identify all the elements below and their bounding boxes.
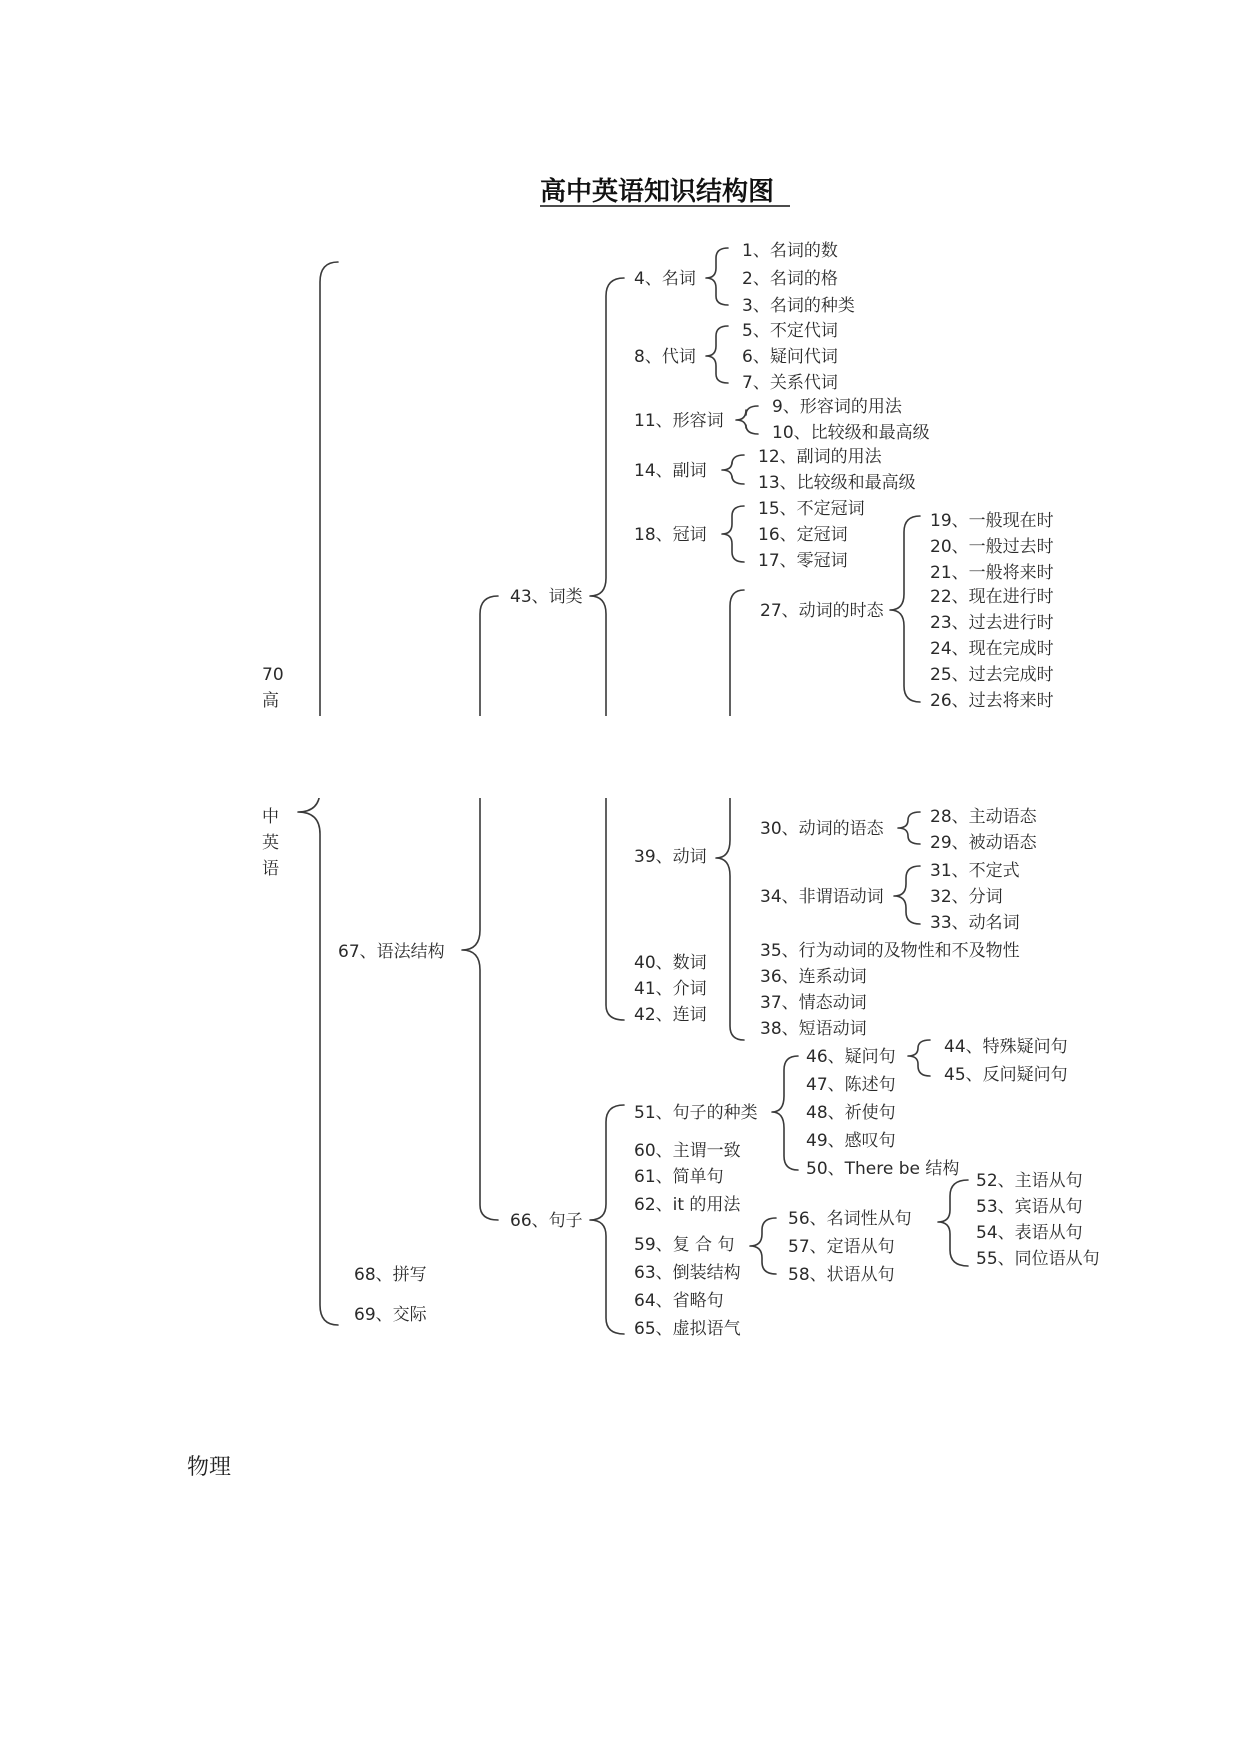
article-item-1: 15、不定冠词 xyxy=(758,499,865,519)
node-spelling: 68、拼写 xyxy=(354,1265,427,1285)
node-agreement: 60、主谓一致 xyxy=(634,1141,741,1161)
scan-gap xyxy=(0,716,1241,798)
nonfinite-item-1: 31、不定式 xyxy=(930,861,1020,881)
node-pronoun: 8、代词 xyxy=(634,347,696,367)
tense-item-4: 22、现在进行时 xyxy=(930,587,1054,607)
node-conjunction: 42、连词 xyxy=(634,1005,707,1025)
kinds-item-1: 47、陈述句 xyxy=(806,1075,896,1095)
voice-item-2: 29、被动语态 xyxy=(930,833,1037,853)
node-adjective: 11、形容词 xyxy=(634,411,724,431)
node-sentence-kinds: 51、句子的种类 xyxy=(634,1103,758,1123)
adverb-item-1: 12、副词的用法 xyxy=(758,447,882,467)
interrogative-item-1: 44、特殊疑问句 xyxy=(944,1037,1068,1057)
verb-other-1: 35、行为动词的及物性和不及物性 xyxy=(760,941,1020,961)
node-subjunctive: 65、虚拟语气 xyxy=(634,1319,741,1339)
brace-article xyxy=(722,506,744,562)
root-char-4: 语 xyxy=(262,859,279,879)
node-numeral: 40、数词 xyxy=(634,953,707,973)
pronoun-item-2: 6、疑问代词 xyxy=(742,347,838,367)
noun-item-1: 1、名词的数 xyxy=(742,241,838,261)
article-item-2: 16、定冠词 xyxy=(758,525,848,545)
brace-sentence-kinds xyxy=(772,1056,798,1170)
nonfinite-item-2: 32、分词 xyxy=(930,887,1003,907)
tense-item-6: 24、现在完成时 xyxy=(930,639,1054,659)
kinds-item-3: 49、感叹句 xyxy=(806,1131,896,1151)
brace-level1 xyxy=(462,596,498,1220)
node-communication: 69、交际 xyxy=(354,1305,427,1325)
root-char-2: 中 xyxy=(262,807,279,827)
node-inversion: 63、倒装结构 xyxy=(634,1263,741,1283)
brace-sentence xyxy=(590,1105,624,1334)
root-char-1: 高 xyxy=(262,691,279,711)
adverb-item-2: 13、比较级和最高级 xyxy=(758,473,916,493)
brace-verb xyxy=(716,590,744,1040)
node-voice: 30、动词的语态 xyxy=(760,819,884,839)
node-sentence: 66、句子 xyxy=(510,1211,583,1231)
verb-other-2: 36、连系动词 xyxy=(760,967,867,987)
adjective-item-1: 9、形容词的用法 xyxy=(772,397,902,417)
brace-adverb xyxy=(722,455,744,484)
node-interrogative: 46、疑问句 xyxy=(806,1047,896,1067)
root-char-3: 英 xyxy=(262,833,279,853)
article-item-3: 17、零冠词 xyxy=(758,551,848,571)
node-noun: 4、名词 xyxy=(634,269,696,289)
node-nonfinite: 34、非谓语动词 xyxy=(760,887,884,907)
brace-nonfinite xyxy=(894,866,920,924)
brace-voice xyxy=(898,812,920,844)
node-word-class: 43、词类 xyxy=(510,587,583,607)
brace-interrogative xyxy=(908,1040,930,1076)
pronoun-item-1: 5、不定代词 xyxy=(742,321,838,341)
node-ellipsis: 64、省略句 xyxy=(634,1291,724,1311)
voice-item-1: 28、主动语态 xyxy=(930,807,1037,827)
node-article: 18、冠词 xyxy=(634,525,707,545)
noun-clause-item-1: 52、主语从句 xyxy=(976,1171,1083,1191)
pronoun-item-3: 7、关系代词 xyxy=(742,373,838,393)
noun-clause-item-3: 54、表语从句 xyxy=(976,1223,1083,1243)
brace-noun-clause xyxy=(938,1180,968,1266)
node-verb: 39、动词 xyxy=(634,847,707,867)
node-preposition: 41、介词 xyxy=(634,979,707,999)
interrogative-item-2: 45、反问疑问句 xyxy=(944,1065,1068,1085)
tense-item-7: 25、过去完成时 xyxy=(930,665,1054,685)
tense-item-2: 20、一般过去时 xyxy=(930,537,1054,557)
noun-item-3: 3、名词的种类 xyxy=(742,296,855,316)
tense-item-1: 19、一般现在时 xyxy=(930,511,1054,531)
verb-other-3: 37、情态动词 xyxy=(760,993,867,1013)
brace-noun xyxy=(706,248,728,305)
node-grammar: 67、语法结构 xyxy=(338,942,445,962)
kinds-item-2: 48、祈使句 xyxy=(806,1103,896,1123)
node-adverbial-clause: 58、状语从句 xyxy=(788,1265,895,1285)
node-it-usage: 62、it 的用法 xyxy=(634,1195,741,1215)
kinds-item-4: 50、There be 结构 xyxy=(806,1159,960,1179)
tense-item-5: 23、过去进行时 xyxy=(930,613,1054,633)
brace-pronoun xyxy=(706,326,728,383)
node-complex-sentence: 59、复 合 句 xyxy=(634,1235,735,1255)
node-simple-sentence: 61、简单句 xyxy=(634,1167,724,1187)
node-adverb: 14、副词 xyxy=(634,461,707,481)
node-attributive-clause: 57、定语从句 xyxy=(788,1237,895,1257)
noun-item-2: 2、名词的格 xyxy=(742,269,838,289)
verb-other-4: 38、短语动词 xyxy=(760,1019,867,1039)
brace-tense xyxy=(890,516,920,702)
noun-clause-item-4: 55、同位语从句 xyxy=(976,1249,1100,1269)
tense-item-8: 26、过去将来时 xyxy=(930,691,1054,711)
nonfinite-item-3: 33、动名词 xyxy=(930,913,1020,933)
adjective-item-2: 10、比较级和最高级 xyxy=(772,423,930,443)
tense-item-3: 21、一般将来时 xyxy=(930,563,1054,583)
footer-text: 物理 xyxy=(187,1455,232,1480)
diagram-title: 高中英语知识结构图 xyxy=(540,177,775,207)
root-number: 70 xyxy=(262,665,284,685)
brace-adjective xyxy=(736,406,758,434)
node-tense: 27、动词的时态 xyxy=(760,601,884,621)
node-noun-clause: 56、名词性从句 xyxy=(788,1209,912,1229)
brace-complex xyxy=(750,1218,776,1274)
noun-clause-item-2: 53、宾语从句 xyxy=(976,1197,1083,1217)
brace-word-class xyxy=(590,278,624,1020)
